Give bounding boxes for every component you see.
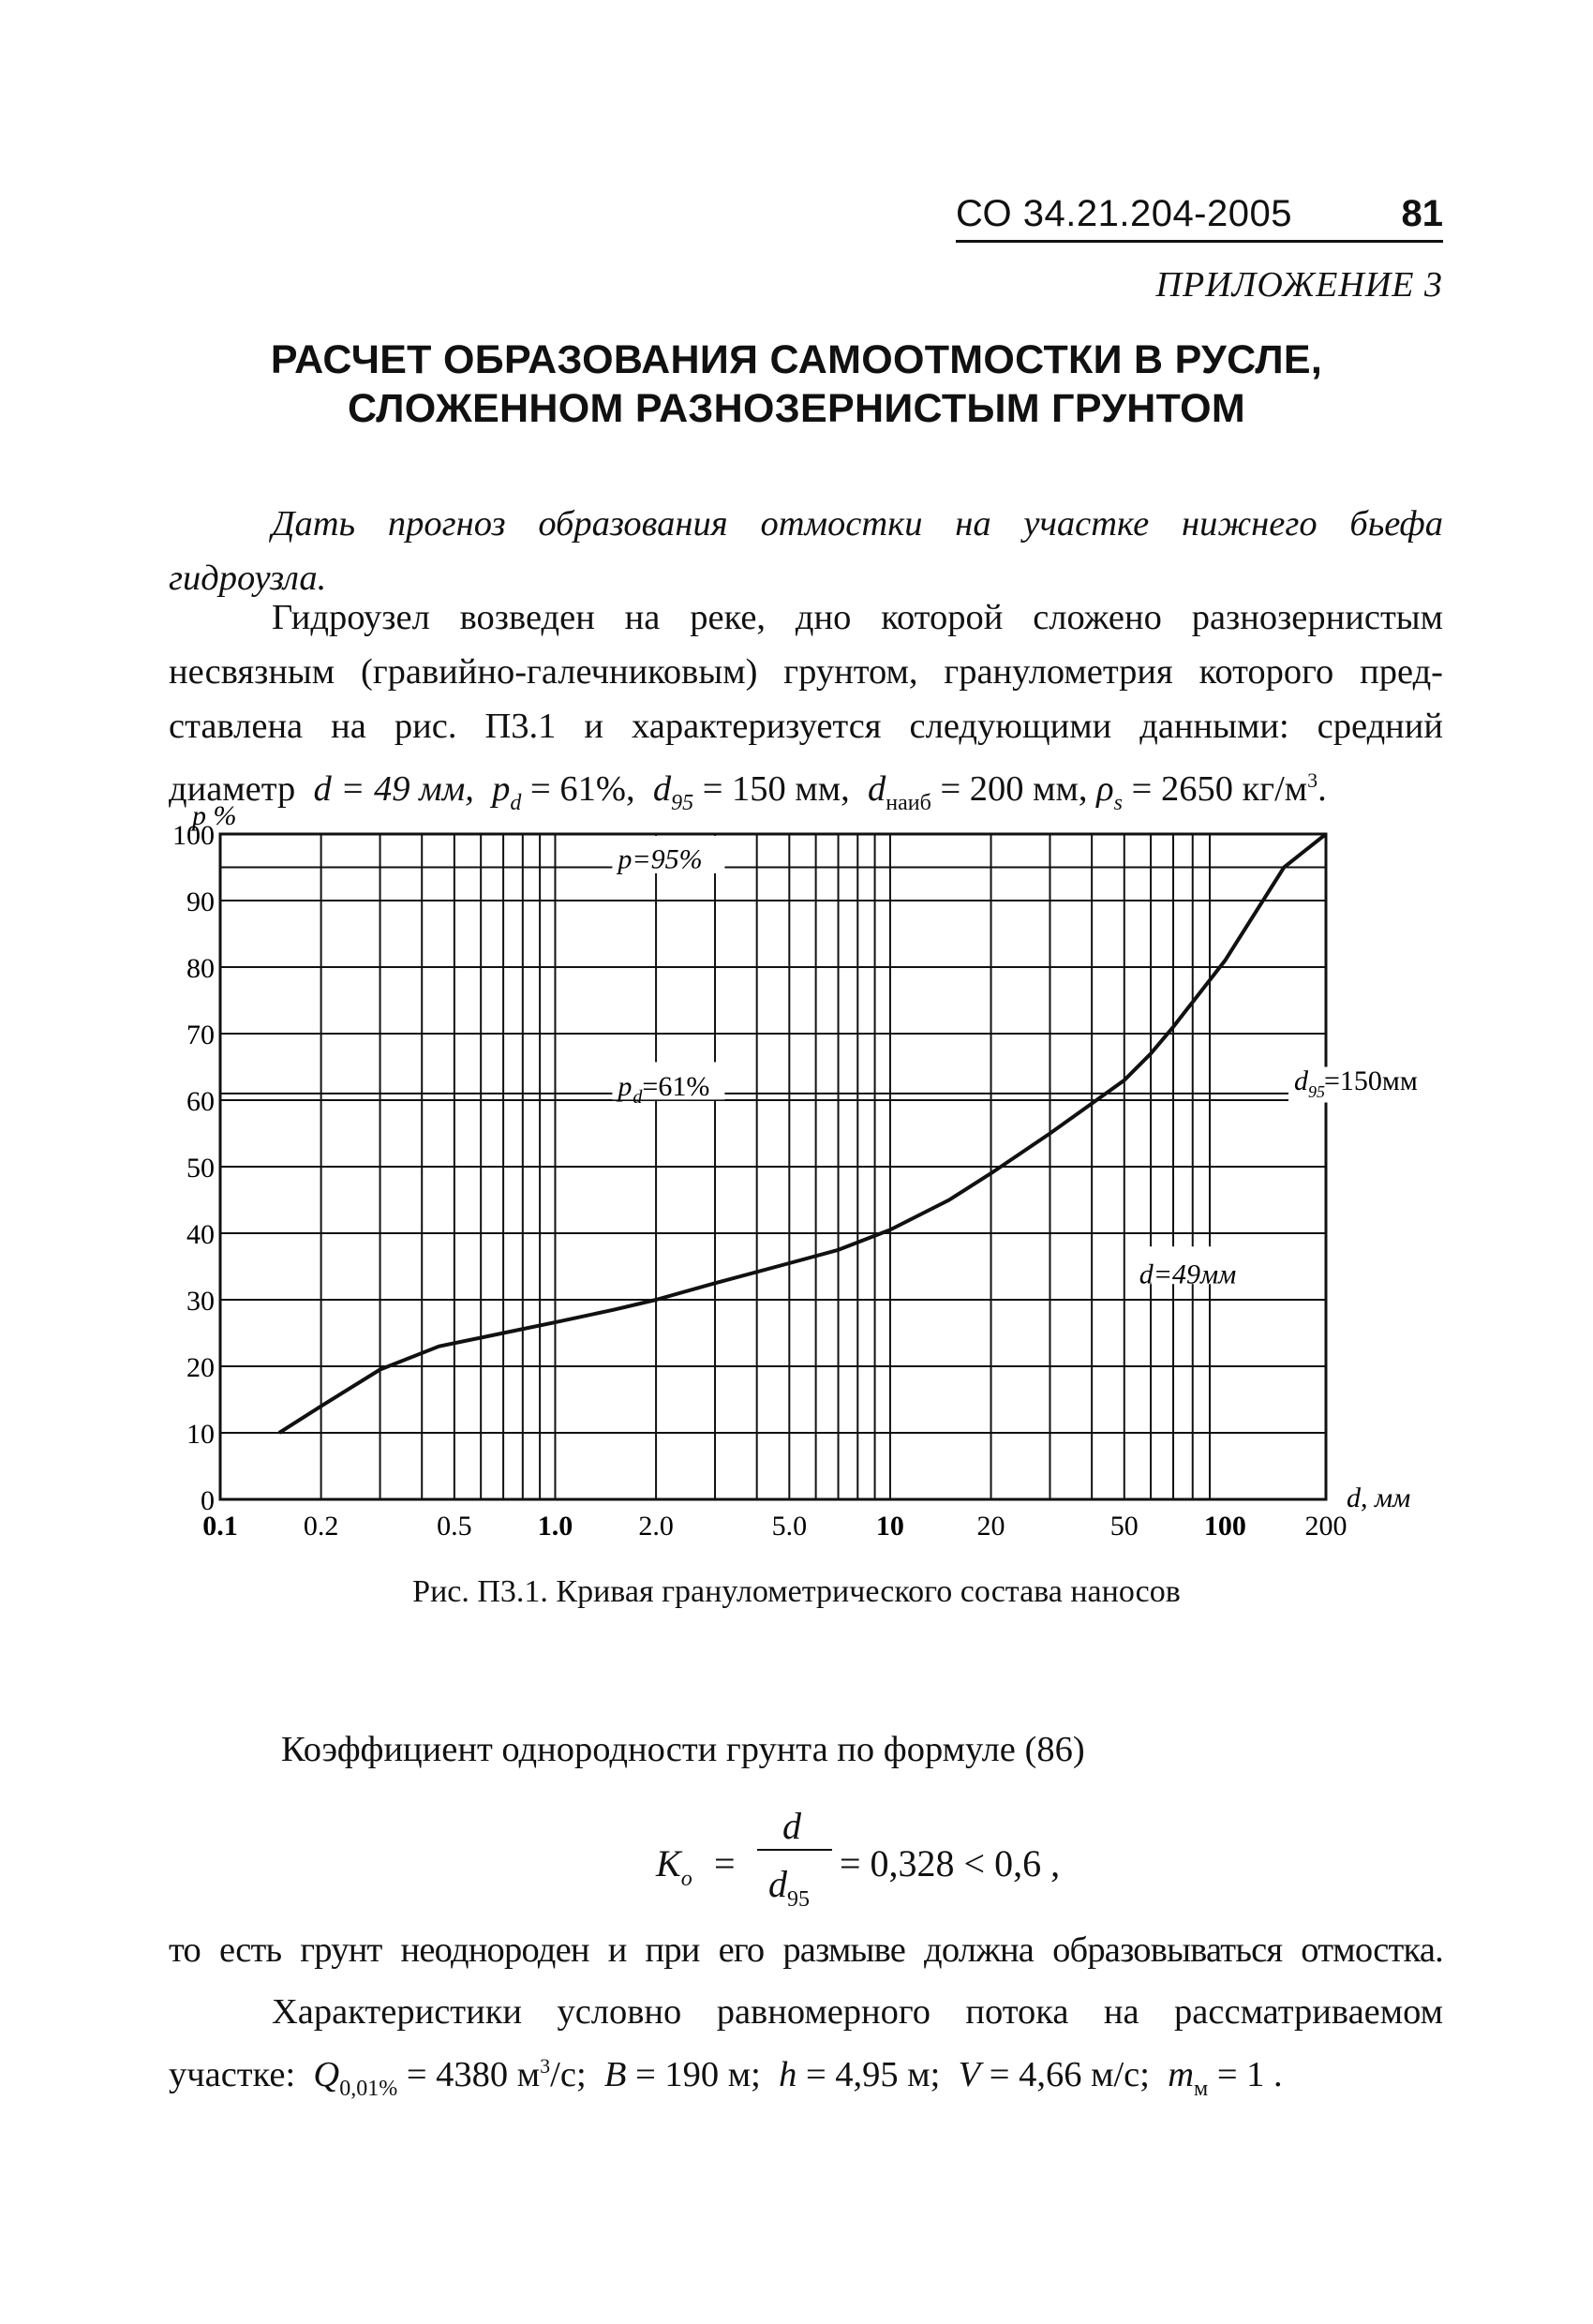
y-tick-label: 20 (186, 1352, 215, 1383)
y-tick-label: 30 (186, 1286, 215, 1317)
y-tick-label: 0 (201, 1485, 215, 1516)
dmax-value: = 200 мм, (940, 769, 1088, 809)
density-value: = 2650 кг/м (1131, 769, 1308, 809)
body-paragraph (169, 590, 1443, 830)
d95-value: = 150 мм, (702, 769, 850, 809)
body-line-2: несвязным (гравийно-галечниковым) грунтом, гранулометрия которого пред- (169, 652, 1443, 692)
task-paragraph (169, 497, 1443, 605)
x-tick-label: 10 (875, 1511, 904, 1542)
x-tick-label: 2.0 (638, 1511, 674, 1542)
y-tick-label: 70 (186, 1020, 215, 1050)
annotation-pd-sub: d (633, 1086, 643, 1108)
body-line-1: Гидроузел возведен на реке, дно которой сложено разнозернистым (272, 598, 1443, 637)
velocity-value: = 4,66 м/с; (989, 2055, 1150, 2094)
y-tick-label: 50 (186, 1153, 215, 1184)
annotation-p95: p=95% (618, 843, 703, 875)
task-line-2: гидроузла. (169, 559, 327, 598)
appendix-label: ПРИЛОЖЕНИЕ 3 (1155, 265, 1443, 305)
m-value: = 1 . (1216, 2055, 1283, 2094)
fraction-bar (757, 1849, 832, 1851)
fraction-denominator: $d_{95}$ (768, 1863, 810, 1912)
body-line-3: ставлена на рис. П3.1 и характеризуется следующими данными: средний (169, 707, 1443, 746)
page-header (956, 187, 1443, 247)
grain-size-chart (159, 800, 1418, 1570)
uniformity-formula: $K_o$ = d $d_{95}$ = 0,328 < 0,6 , (656, 1805, 1061, 1912)
discharge-value: = 4380 м (406, 2055, 541, 2094)
annotation-d49: d=49мм (1139, 1259, 1237, 1290)
flow-line-1: Характеристики условно равномерного потока на рассматриваемом (272, 1992, 1443, 2032)
y-tick-label: 90 (186, 886, 215, 917)
y-tick-label: 40 (186, 1219, 215, 1250)
x-tick-label: 200 (1304, 1511, 1347, 1542)
conclusion-paragraph (169, 1923, 1443, 1977)
body-line-4: диаметр d = 49 мм, $p_d = 61\%$, $d_{95} = 150$ мм, $d_{наиб} = 200$ мм, $\rho_s = 2650$ $кг/м^3$. (169, 768, 1327, 815)
x-tick-label: 0.2 (303, 1511, 339, 1542)
annotation-pd: p (618, 1070, 633, 1102)
y-tick-label: 100 (172, 820, 215, 851)
coef-intro: Коэффициент однородности грунта по формуле (86) (281, 1730, 1085, 1769)
x-tick-label: 100 (1203, 1511, 1246, 1542)
x-tick-label: 50 (1109, 1511, 1139, 1542)
y-axis-label: p % (192, 800, 237, 831)
coef-result: = 0,328 < 0,6 , (840, 1842, 1061, 1885)
annotation-d95-value: =150мм (1324, 1065, 1418, 1096)
grain-size-curve (279, 834, 1326, 1433)
x-axis-label: d, мм (1347, 1482, 1411, 1513)
annotation-pd-value: =61% (642, 1070, 710, 1102)
mean-diameter: d = 49 мм, (313, 769, 474, 809)
y-tick-label: 80 (186, 953, 215, 984)
flow-line-2: участке: $Q_{0,01\%} = 4380$ $м^3/с$; B = 190 м; h = 4,95 м; V = 4,66 м/с; $m_м = 1$ . (169, 2054, 1283, 2101)
annotation-d95: d (1294, 1065, 1308, 1096)
fraction-numerator: d (782, 1805, 801, 1847)
x-tick-label: 0.1 (202, 1511, 238, 1542)
figure-caption: Рис. П3.1. Кривая гранулометрического состава наносов (412, 1574, 1181, 1609)
document-code: СО 34.21.204-2005 (956, 193, 1292, 234)
width-value: = 190 м; (635, 2055, 761, 2094)
y-tick-label: 10 (186, 1419, 215, 1450)
page-number: 81 (1401, 193, 1443, 234)
annotation-d95-sub: 95 (1308, 1081, 1325, 1101)
title-line-1: РАСЧЕТ ОБРАЗОВАНИЯ САМООТМОСТКИ В РУСЛЕ, (270, 337, 1323, 382)
title-line-2: СЛОЖЕННОМ РАЗНОЗЕРНИСТЫМ ГРУНТОМ (347, 386, 1245, 431)
conclusion-line: то есть грунт неоднороден и при его размыве должна образовываться отмостка. (169, 1930, 1443, 1970)
pd-value: = 61%, (530, 769, 635, 809)
x-tick-label: 1.0 (537, 1511, 573, 1542)
header-rule (956, 240, 1443, 243)
x-tick-label: 0.5 (437, 1511, 472, 1542)
x-tick-label: 5.0 (771, 1511, 808, 1542)
task-line-1: Дать прогноз образования отмостки на участке нижнего бьефа (272, 504, 1443, 544)
y-tick-label: 60 (186, 1086, 215, 1117)
x-tick-label: 20 (976, 1511, 1005, 1542)
depth-value: = 4,95 м; (805, 2055, 941, 2094)
flow-paragraph (169, 1985, 1443, 2116)
